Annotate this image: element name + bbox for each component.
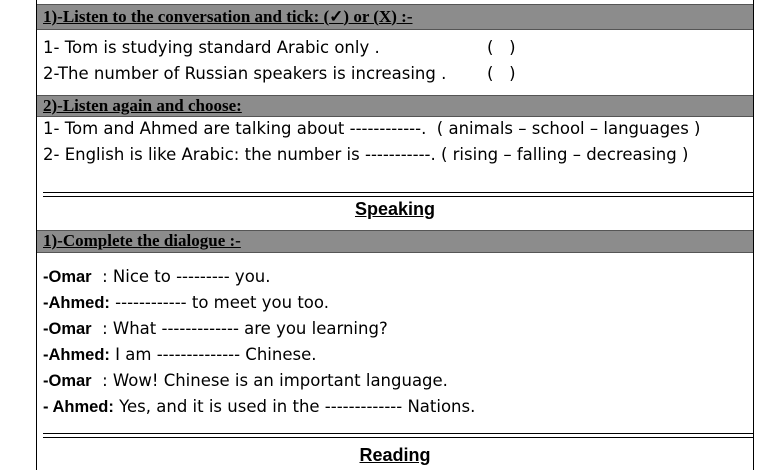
- listening-part1-title: 1)-Listen to the conversation and tick: (✓) or (X) :-: [43, 7, 413, 26]
- dialogue-speaker: -Ahmed:: [43, 294, 110, 312]
- dialogue-speaker: -Ahmed:: [43, 346, 110, 364]
- dialogue-speaker: -Omar: [43, 268, 92, 286]
- speaking-heading: Speaking: [354, 199, 436, 219]
- reading-heading: Reading: [359, 445, 431, 465]
- check-mark-icon: ✓: [329, 7, 344, 26]
- dialogue-line: [43, 319, 388, 339]
- section-divider: [43, 433, 753, 438]
- dialogue-line: [43, 345, 316, 365]
- question-1-statement: 1- Tom is studying standard Arabic only .: [43, 38, 380, 57]
- listening-part2-title: 2)-Listen again and choose:: [43, 96, 242, 115]
- dialogue-line: [43, 293, 329, 313]
- speaking-part1-title: 1)-Complete the dialogue :-: [43, 231, 241, 250]
- choice-question-1: 1- Tom and Ahmed are talking about ------------. ( animals – school – languages ): [43, 119, 701, 138]
- dialogue-line: [43, 371, 448, 391]
- choice-question-2: 2- English is like Arabic: the number is -----------. ( rising – falling – decreasing ): [43, 145, 689, 164]
- dialogue-text: : Wow! Chinese is an important language.: [91, 371, 448, 390]
- section-divider: [43, 192, 753, 197]
- question-2-answer-box[interactable]: ( ): [487, 64, 516, 83]
- speaking-part1-title-bar: [37, 230, 753, 253]
- dialogue-text: ------------ to meet you too.: [109, 293, 329, 312]
- question-2-statement: 2-The number of Russian speakers is increasing .: [43, 64, 447, 83]
- dialogue-text: : What ------------- are you learning?: [91, 319, 388, 338]
- dialogue-speaker: - Ahmed:: [43, 398, 114, 416]
- dialogue-line: [43, 397, 475, 417]
- x-mark-icon: X: [378, 7, 392, 26]
- dialogue-text: : Nice to --------- you.: [91, 267, 271, 286]
- dialogue-text: I am -------------- Chinese.: [109, 345, 317, 364]
- listening-part1-title-bar: [37, 4, 753, 30]
- question-1-answer-box[interactable]: ( ): [487, 38, 516, 57]
- listening-part2-title-bar: [37, 95, 753, 117]
- worksheet-page: [36, 0, 754, 470]
- dialogue-speaker: -Omar: [43, 372, 92, 390]
- dialogue-line: [43, 267, 271, 287]
- dialogue-text: Yes, and it is used in the ------------- Nations.: [113, 397, 476, 416]
- dialogue-speaker: -Omar: [43, 320, 92, 338]
